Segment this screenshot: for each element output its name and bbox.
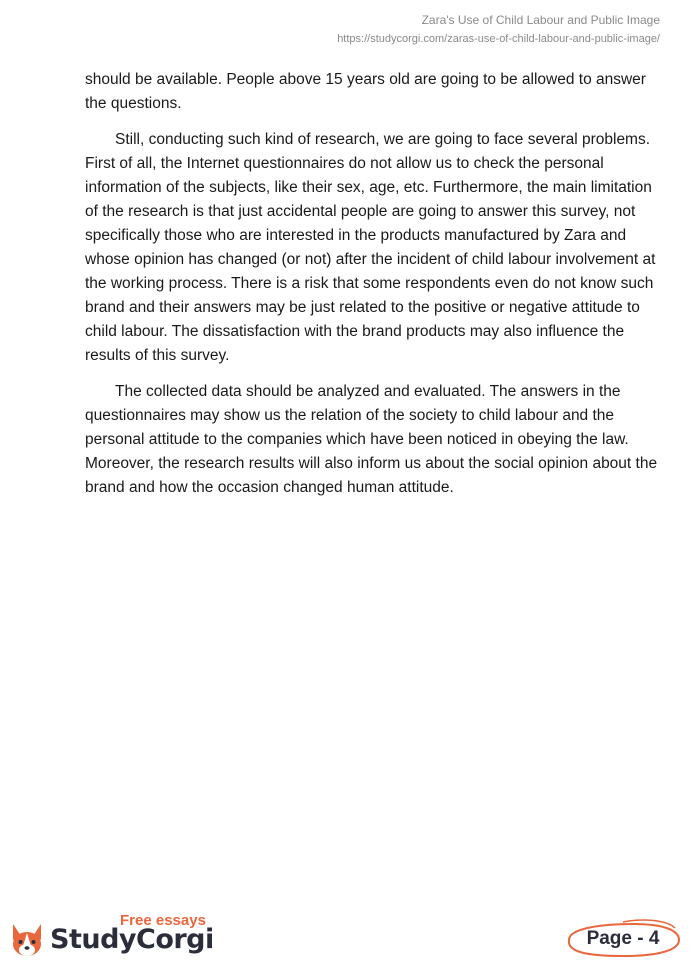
page-number-badge — [563, 916, 683, 960]
page-header — [337, 12, 660, 47]
logo-brand-name: StudyCorgi — [50, 924, 214, 955]
document-title: Zara's Use of Child Labour and Public Image — [421, 13, 660, 27]
document-body — [85, 68, 665, 512]
paragraph-1: should be available. People above 15 years old are going to be allowed to answer the questions. — [85, 71, 646, 112]
studycorgi-logo[interactable] — [8, 908, 218, 958]
corgi-icon — [8, 920, 46, 958]
paragraph-3: The collected data should be analyzed and evaluated. The answers in the questionnaires may show us the relation of the society to child labour and the personal attitude to the companies which have been noticed in obeying the law. Moreover, the research results will also inform us about the social opinion about the brand and how the occasion changed human attitude. — [85, 383, 658, 496]
paragraph-2: Still, conducting such kind of research, we are going to face several problems. First of all, the Internet questionnaires do not allow us to check the personal information of the subjects, like their sex, age, etc. Furthermore, the main limitation of the research is that just accidental people are going to answer this survey, not specifically those who are interested in the products manufactured by Zara and whose opinion has changed (or not) after the incident of child labour involvement at the working process. There is a risk that some respondents even do not know such brand and their answers may be just related to the positive or negative attitude to child labour. The dissatisfaction with the brand products may also influence the results of this survey. — [85, 131, 656, 364]
page-number-label: Page - 4 — [586, 928, 660, 949]
document-url[interactable]: https://studycorgi.com/zaras-use-of-child-labour-and-public-image/ — [337, 33, 660, 45]
logo-tagline: Free essays — [120, 912, 206, 929]
